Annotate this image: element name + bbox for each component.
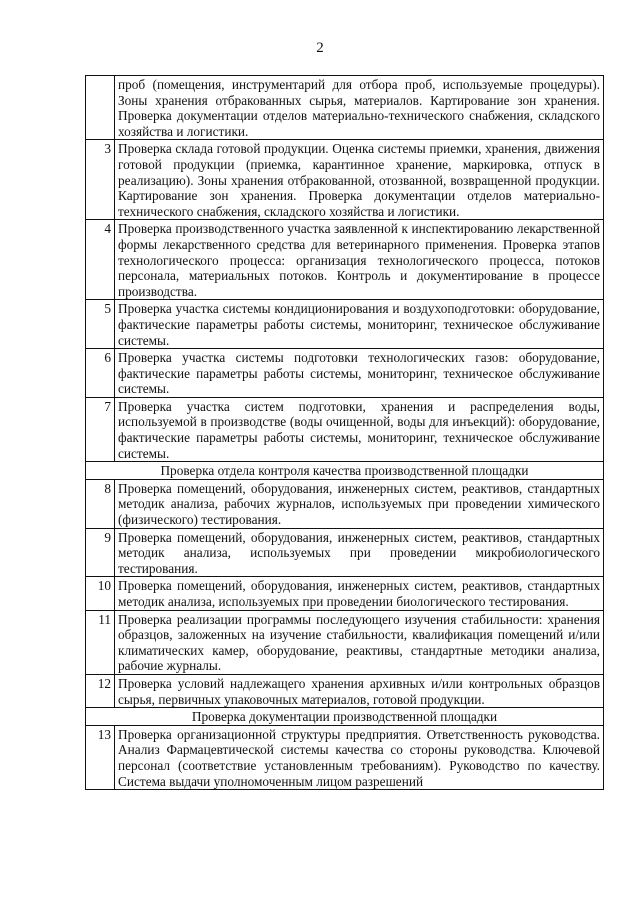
row-number: 8 (86, 479, 115, 528)
row-text: Проверка производственного участка заявленной к инспектированию лекарственной формы лекарственного средства для ветеринарного применения. Проверка этапов технологического процесса: организация технологического процесса, потоков персонала, материальных потоков. Контроль и документирование в процессе производства. (115, 220, 604, 300)
row-text: Проверка помещений, оборудования, инженерных систем, реактивов, стандартных методик анализа, рабочих журналов, используемых при проведении химического (физического) тестирования. (115, 479, 604, 528)
table-row (86, 140, 604, 220)
row-number: 13 (86, 725, 115, 789)
table-row (86, 220, 604, 300)
row-text: Проверка помещений, оборудования, инженерных систем, реактивов, стандартных методик анализа, используемых при проведении микробиологического тестирования. (115, 528, 604, 577)
table-row (86, 397, 604, 461)
row-text: Проверка участка системы кондиционирования и воздухоподготовки: оборудование, фактические параметры работы системы, мониторинг, техническое обслуживание системы. (115, 300, 604, 349)
table-row (86, 300, 604, 349)
row-number: 10 (86, 577, 115, 610)
row-number: 5 (86, 300, 115, 349)
row-text: Проверка участка систем подготовки, хранения и распределения воды, используемой в производстве (воды очищенной, воды для инъекций): оборудование, фактические параметры работы системы, мониторинг, техническое обслуживание системы. (115, 397, 604, 461)
row-text: проб (помещения, инструментарий для отбора проб, используемые процедуры). Зоны хранения отбракованных сырья, материалов. Картирование зон хранения. Проверка документации отделов материально-технического снабжения, складского хозяйства и логистики. (115, 76, 604, 140)
table-row (86, 76, 604, 140)
row-number: 9 (86, 528, 115, 577)
section-row (86, 462, 604, 480)
table-row (86, 528, 604, 577)
row-number: 3 (86, 140, 115, 220)
row-number (86, 76, 115, 140)
row-text: Проверка участка системы подготовки технологических газов: оборудование, фактические параметры работы системы, мониторинг, техническое обслуживание системы. (115, 349, 604, 398)
table-row (86, 349, 604, 398)
inspection-plan-table (85, 75, 604, 790)
section-heading: Проверка документации производственной площадки (86, 708, 604, 726)
table-row (86, 674, 604, 707)
table-row (86, 577, 604, 610)
page-number: 2 (316, 40, 324, 56)
table-row (86, 479, 604, 528)
row-text: Проверка помещений, оборудования, инженерных систем, реактивов, стандартных методик анализа, используемых при проведении биологического тестирования. (115, 577, 604, 610)
table-row (86, 725, 604, 789)
row-text: Проверка склада готовой продукции. Оценка системы приемки, хранения, движения готовой продукции (приемка, карантинное хранение, маркировка, отпуск в реализацию). Зоны хранения отбракованной, отозванной, возвращенной продукции. Картирование зон хранения. Проверка документации отделов материально-технического снабжения, складского хозяйства и логистики. (115, 140, 604, 220)
row-number: 4 (86, 220, 115, 300)
section-heading: Проверка отдела контроля качества производственной площадки (86, 462, 604, 480)
row-number: 7 (86, 397, 115, 461)
table-row (86, 610, 604, 674)
section-row (86, 708, 604, 726)
row-number: 6 (86, 349, 115, 398)
row-text: Проверка условий надлежащего хранения архивных и/или контрольных образцов сырья, первичных упаковочных материалов, готовой продукции. (115, 674, 604, 707)
row-text: Проверка организационной структуры предприятия. Ответственность руководства. Анализ Фармацевтической системы качества со стороны руководства. Ключевой персонал (соответствие установленным требованиям). Руководство по качеству. Система выдачи уполномоченным лицом разрешений (115, 725, 604, 789)
row-text: Проверка реализации программы последующего изучения стабильности: хранения образцов, заложенных на изучение стабильности, квалификация помещений и/или климатических камер, оборудование, реактивы, стандартные методики анализа, рабочие журналы. (115, 610, 604, 674)
row-number: 11 (86, 610, 115, 674)
row-number: 12 (86, 674, 115, 707)
